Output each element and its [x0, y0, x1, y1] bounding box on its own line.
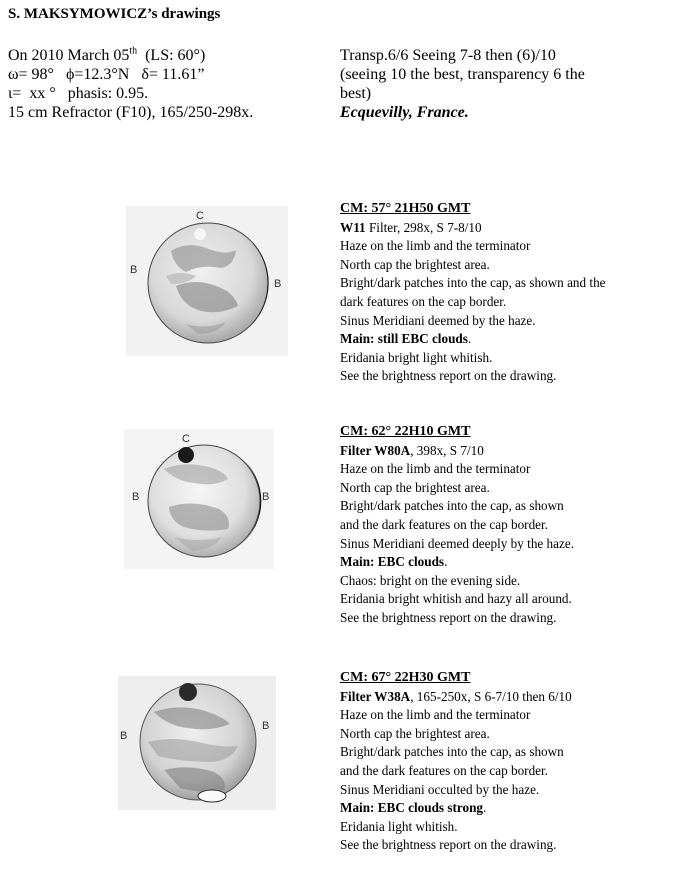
drawing-label-right: B	[262, 491, 270, 503]
note-line: Eridania bright light whitish.	[340, 349, 493, 365]
observation-2	[340, 423, 574, 628]
drawing-label-top: C	[182, 433, 190, 445]
note-line: North cap the brightest area.	[340, 256, 490, 272]
main-finding: Main: EBC clouds strong.	[340, 800, 487, 816]
note-line: Sinus Meridiani deemed by the haze.	[340, 312, 536, 328]
filter-info: Filter W80A, 398x, S 7/10	[340, 442, 484, 458]
note-line: Sinus Meridiani deemed deeply by the haze.	[340, 535, 575, 551]
note-line: Haze on the limb and the terminator	[340, 238, 531, 254]
filter-info: W11 Filter, 298x, S 7-8/10	[340, 219, 482, 235]
note-line: Haze on the limb and the terminator	[340, 461, 531, 477]
mars-disk-2-image	[124, 429, 274, 569]
note-line: Bright/dark patches into the cap, as shown and the	[340, 275, 606, 291]
note-line: Bright/dark patches into the cap, as shown	[340, 744, 564, 760]
note-line: dark features on the cap border.	[340, 293, 507, 309]
seeing-line-1: Transp.6/6 Seeing 7-8 then (6)/10	[340, 47, 556, 64]
note-line: North cap the brightest area.	[340, 479, 490, 495]
note-line: and the dark features on the cap border.	[340, 762, 548, 778]
central-meridian-time: CM: 67° 22H30 GMT	[340, 670, 471, 685]
mars-drawing-3	[118, 676, 276, 810]
note-line: Eridania bright whitish and hazy all around.	[340, 591, 572, 607]
note-line: Bright/dark patches into the cap, as shown	[340, 498, 564, 514]
drawing-label-left: B	[130, 264, 138, 276]
note-line: North cap the brightest area.	[340, 725, 490, 741]
note-line: See the brightness report on the drawing.	[340, 368, 557, 384]
note-line: See the brightness report on the drawing.	[340, 837, 557, 853]
phase-info: ι= xx ° phasis: 0.95.	[8, 85, 149, 102]
note-line: Eridania light whitish.	[340, 818, 458, 834]
note-line: See the brightness report on the drawing.	[340, 609, 557, 625]
page-title: S. MAKSYMOWICZ’s drawings	[8, 6, 221, 22]
observation-date: On 2010 March 05th (LS: 60°)	[8, 45, 206, 64]
drawing-label-left: B	[120, 730, 128, 742]
seeing-line-3: best)	[340, 85, 372, 102]
observation-3	[340, 669, 572, 855]
observation-1	[340, 200, 606, 386]
drawing-label-top: C	[196, 210, 204, 222]
observation-header-right	[340, 46, 690, 122]
instrument-info: 15 cm Refractor (F10), 165/250-298x.	[8, 104, 254, 121]
mars-disk-1-image	[126, 206, 288, 356]
drawing-label-right: B	[262, 720, 270, 732]
mars-drawing-1	[126, 206, 288, 356]
mars-drawing-2	[124, 429, 274, 569]
central-meridian-time: CM: 57° 21H50 GMT	[340, 201, 471, 216]
main-finding: Main: still EBC clouds.	[340, 331, 472, 347]
observation-location: Ecquevilly, France.	[340, 104, 469, 121]
note-line: Haze on the limb and the terminator	[340, 707, 531, 723]
note-line: Sinus Meridiani occulted by the haze.	[340, 781, 540, 797]
drawing-label-right: B	[274, 278, 282, 290]
drawing-label-left: B	[132, 491, 140, 503]
planet-parameters: ω= 98° ϕ=12.3°N δ= 11.61”	[8, 66, 205, 83]
note-line: Chaos: bright on the evening side.	[340, 572, 521, 588]
main-finding: Main: EBC clouds.	[340, 554, 448, 570]
note-line: and the dark features on the cap border.	[340, 516, 548, 532]
filter-info: Filter W38A, 165-250x, S 6-7/10 then 6/10	[340, 688, 572, 704]
seeing-line-2: (seeing 10 the best, transparency 6 the	[340, 66, 585, 83]
mars-disk-3-image	[118, 676, 276, 810]
central-meridian-time: CM: 62° 22H10 GMT	[340, 424, 471, 439]
observation-header-left	[8, 46, 338, 122]
